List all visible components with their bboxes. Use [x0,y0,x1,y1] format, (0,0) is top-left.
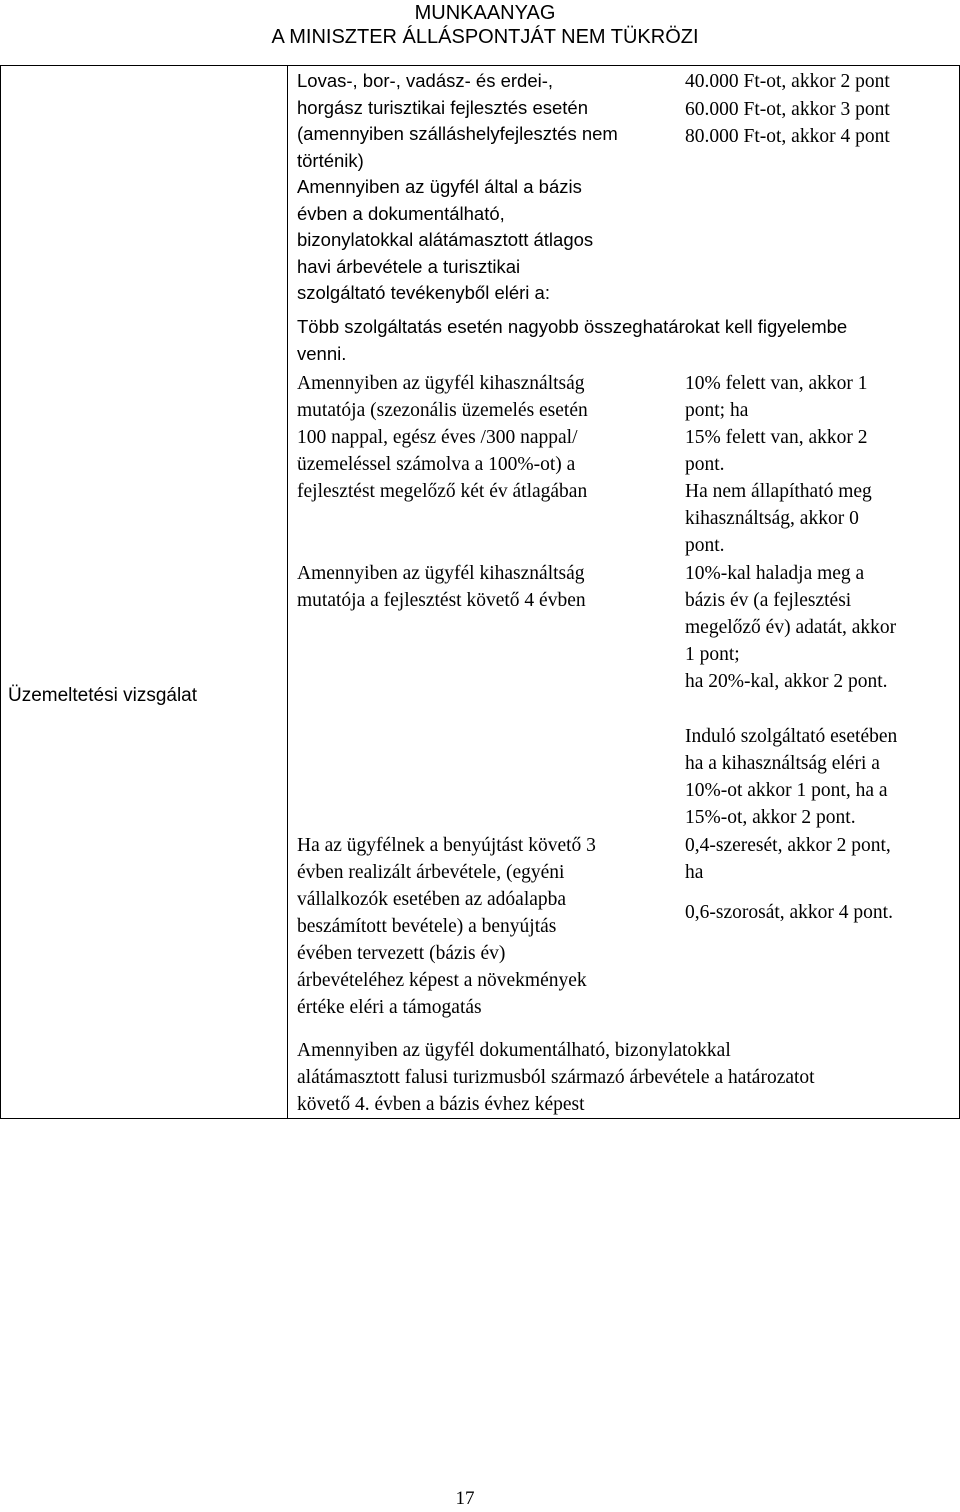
header-line-1: MUNKAANYAG [414,2,556,24]
section5-criteria: Amennyiben az ügyfél dokumentálható, bizonylatokkal alátámasztott falusi turizmusból származó árbevétele a határozatot követő 4. évben a bázis évhez képest [297,1040,815,1115]
section4-score-b: 0,6-szorosát, akkor 4 pont. [685,902,893,923]
section-note: Több szolgáltatás esetén nagyobb összeghatárokat kell figyelembe venni. [297,316,848,364]
section4-score-a: 0,4-szeresét, akkor 2 pont, ha [685,835,891,883]
section1-scores: 40.000 Ft-ot, akkor 2 pont 60.000 Ft-ot, akkor 3 pont 80.000 Ft-ot, akkor 4 pont [685,71,890,147]
section3-criteria: Amennyiben az ügyfél kihasználtság mutatója a fejlesztést követő 4 évben [297,563,586,611]
section2-criteria: Amennyiben az ügyfél kihasználtság mutatója (szezonális üzemelés esetén 100 nappal, egész éves /300 nappal/ üzemeléssel számolva a 100%-ot) a fejlesztést megelőző két év átlagában [297,373,588,502]
header-line-2: A MINISZTER ÁLLÁSPONTJÁT NEM TÜKRÖZI [271,26,699,48]
section2-scores: 10% felett van, akkor 1 pont; ha 15% felett van, akkor 2 pont. Ha nem állapítható meg kihasználtság, akkor 0 pont. [685,373,872,556]
section4-criteria: Ha az ügyfélnek a benyújtást követő 3 évben realizált árbevétele, (egyéni vállalkozók esetében az adóalapba beszámított bevétele) a benyújtás évében tervezett (bázis év) árbevételéhez képest a növekmények értéke eléri a támogatás [297,835,596,1018]
column-divider [287,65,288,1118]
side-label: Üzemeltetési vizsgálat [8,685,198,706]
section1-criteria: Lovas-, bor-, vadász- és erdei-, horgász turisztikai fejlesztés esetén (amennyiben szálláshelyfejlesztés nem történik) Amennyiben az ügyfél által a bázis évben a dokumentálható, bizonylatokkal alátámasztott átlagos havi árbevétele a turisztikai szolgáltató tevékenyből eléri a: [297,70,618,303]
section3-scores: 10%-kal haladja meg a bázis év (a fejlesztési megelőző év) adatát, akkor 1 pont; ha 20%-kal, akkor 2 pont. [685,563,897,692]
page-number: 17 [455,1488,475,1509]
section3-startup-scores: Induló szolgáltató esetében ha a kihasználtság eléri a 10%-ot akkor 1 pont, ha a 15%-ot, akkor 2 pont. [685,726,898,828]
